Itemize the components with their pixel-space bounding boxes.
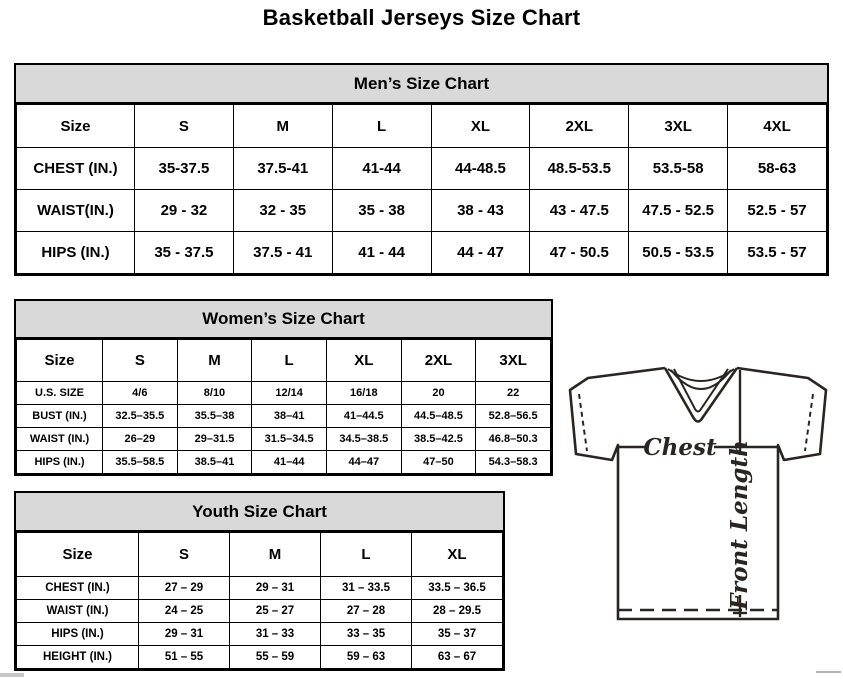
size-value-cell: 50.5 - 53.5: [629, 232, 728, 274]
size-value-cell: 16/18: [326, 382, 401, 405]
youth-header-row: [17, 533, 503, 577]
column-header: 3XL: [629, 105, 728, 148]
front-length-label: Front Length: [726, 440, 753, 610]
size-value-cell: 37.5-41: [233, 148, 332, 190]
row-label: CHEST (IN.): [17, 577, 139, 600]
column-header: L: [252, 340, 327, 382]
size-value-cell: 55 – 59: [230, 646, 321, 669]
row-label: U.S. SIZE: [17, 382, 103, 405]
column-header: M: [177, 340, 252, 382]
size-value-cell: 35 - 38: [332, 190, 431, 232]
size-value-cell: 31 – 33: [230, 623, 321, 646]
column-header: Size: [17, 340, 103, 382]
size-value-cell: 38 - 43: [431, 190, 530, 232]
column-header: M: [233, 105, 332, 148]
mens-size-chart: [14, 63, 829, 276]
collar-back-arc-1: [668, 369, 734, 381]
column-header: S: [139, 533, 230, 577]
size-value-cell: 31 – 33.5: [321, 577, 412, 600]
column-header: S: [103, 340, 178, 382]
size-value-cell: 44 - 47: [431, 232, 530, 274]
size-value-cell: 29 – 31: [230, 577, 321, 600]
youth-chart-caption: Youth Size Chart: [16, 493, 503, 532]
size-value-cell: 8/10: [177, 382, 252, 405]
size-value-cell: 43 - 47.5: [530, 190, 629, 232]
size-value-cell: 51 – 55: [139, 646, 230, 669]
size-value-cell: 24 – 25: [139, 600, 230, 623]
mens-chart-caption: Men’s Size Chart: [16, 65, 827, 104]
mens-header-row: [17, 105, 827, 148]
table-row: [17, 405, 551, 428]
size-value-cell: 44.5–48.5: [401, 405, 476, 428]
table-row: [17, 428, 551, 451]
womens-chart-caption: Women’s Size Chart: [16, 301, 551, 339]
table-row: [17, 646, 503, 669]
size-value-cell: 53.5-58: [629, 148, 728, 190]
table-row: [17, 600, 503, 623]
table-row: [17, 232, 827, 274]
size-value-cell: 37.5 - 41: [233, 232, 332, 274]
row-label: HEIGHT (IN.): [17, 646, 139, 669]
size-value-cell: 48.5-53.5: [530, 148, 629, 190]
column-header: L: [321, 533, 412, 577]
column-header: 2XL: [401, 340, 476, 382]
womens-size-chart: [14, 299, 553, 476]
size-value-cell: 38.5–41: [177, 451, 252, 474]
column-header: M: [230, 533, 321, 577]
size-value-cell: 35-37.5: [135, 148, 234, 190]
size-value-cell: 47–50: [401, 451, 476, 474]
size-value-cell: 54.3–58.3: [476, 451, 551, 474]
right-cuff-stitch: [805, 394, 813, 451]
table-row: [17, 451, 551, 474]
row-label: HIPS (IN.): [17, 232, 135, 274]
column-header: 2XL: [530, 105, 629, 148]
size-value-cell: 41–44.5: [326, 405, 401, 428]
row-label: BUST (IN.): [17, 405, 103, 428]
mens-table: [16, 104, 827, 274]
row-label: HIPS (IN.): [17, 451, 103, 474]
column-header: Size: [17, 105, 135, 148]
size-value-cell: 22: [476, 382, 551, 405]
size-value-cell: 27 – 29: [139, 577, 230, 600]
row-label: WAIST (IN.): [17, 600, 139, 623]
youth-table: [16, 532, 503, 669]
mens-table-body: [17, 148, 827, 274]
column-header: L: [332, 105, 431, 148]
youth-table-body: [17, 577, 503, 669]
size-value-cell: 47.5 - 52.5: [629, 190, 728, 232]
table-row: [17, 577, 503, 600]
size-value-cell: 12/14: [252, 382, 327, 405]
size-value-cell: 58-63: [728, 148, 827, 190]
column-header: Size: [17, 533, 139, 577]
size-value-cell: 35 - 37.5: [135, 232, 234, 274]
size-value-cell: 29 – 31: [139, 623, 230, 646]
size-value-cell: 20: [401, 382, 476, 405]
size-value-cell: 41 - 44: [332, 232, 431, 274]
size-value-cell: 27 – 28: [321, 600, 412, 623]
size-value-cell: 25 – 27: [230, 600, 321, 623]
size-value-cell: 35.5–58.5: [103, 451, 178, 474]
collar-inner-v: [674, 369, 728, 412]
chest-label: Chest: [643, 434, 717, 461]
size-value-cell: 31.5–34.5: [252, 428, 327, 451]
size-value-cell: 53.5 - 57: [728, 232, 827, 274]
size-value-cell: 38.5–42.5: [401, 428, 476, 451]
size-value-cell: 59 – 63: [321, 646, 412, 669]
row-label: WAIST(IN.): [17, 190, 135, 232]
size-value-cell: 44-48.5: [431, 148, 530, 190]
size-value-cell: 29 - 32: [135, 190, 234, 232]
size-value-cell: 46.8–50.3: [476, 428, 551, 451]
row-label: WAIST (IN.): [17, 428, 103, 451]
column-header: S: [135, 105, 234, 148]
size-value-cell: 38–41: [252, 405, 327, 428]
size-value-cell: 33 – 35: [321, 623, 412, 646]
table-row: [17, 623, 503, 646]
size-value-cell: 41-44: [332, 148, 431, 190]
scrollbar-fragment-left[interactable]: [0, 673, 24, 677]
size-value-cell: 28 – 29.5: [412, 600, 503, 623]
column-header: XL: [326, 340, 401, 382]
table-row: [17, 190, 827, 232]
size-value-cell: 52.5 - 57: [728, 190, 827, 232]
womens-header-row: [17, 340, 551, 382]
size-value-cell: 4/6: [103, 382, 178, 405]
size-value-cell: 41–44: [252, 451, 327, 474]
size-value-cell: 29–31.5: [177, 428, 252, 451]
size-value-cell: 34.5–38.5: [326, 428, 401, 451]
size-value-cell: 32 - 35: [233, 190, 332, 232]
size-value-cell: 33.5 – 36.5: [412, 577, 503, 600]
youth-size-chart: [14, 491, 505, 671]
size-value-cell: 26–29: [103, 428, 178, 451]
left-cuff-stitch: [579, 394, 587, 451]
scrollbar-fragment-right[interactable]: [816, 671, 841, 673]
column-header: XL: [412, 533, 503, 577]
row-label: CHEST (IN.): [17, 148, 135, 190]
womens-table: [16, 339, 551, 474]
column-header: XL: [431, 105, 530, 148]
collar-back-arc-2: [671, 370, 731, 389]
size-value-cell: 44–47: [326, 451, 401, 474]
womens-table-body: [17, 382, 551, 474]
size-value-cell: 63 – 67: [412, 646, 503, 669]
size-value-cell: 35.5–38: [177, 405, 252, 428]
jersey-measurement-diagram-icon: [562, 365, 830, 625]
page-title: Basketball Jerseys Size Chart: [262, 5, 581, 30]
table-row: [17, 148, 827, 190]
row-label: HIPS (IN.): [17, 623, 139, 646]
table-row: [17, 382, 551, 405]
size-value-cell: 47 - 50.5: [530, 232, 629, 274]
size-value-cell: 52.8–56.5: [476, 405, 551, 428]
column-header: 3XL: [476, 340, 551, 382]
size-value-cell: 32.5–35.5: [103, 405, 178, 428]
size-value-cell: 35 – 37: [412, 623, 503, 646]
column-header: 4XL: [728, 105, 827, 148]
jersey-outline: [570, 368, 826, 619]
